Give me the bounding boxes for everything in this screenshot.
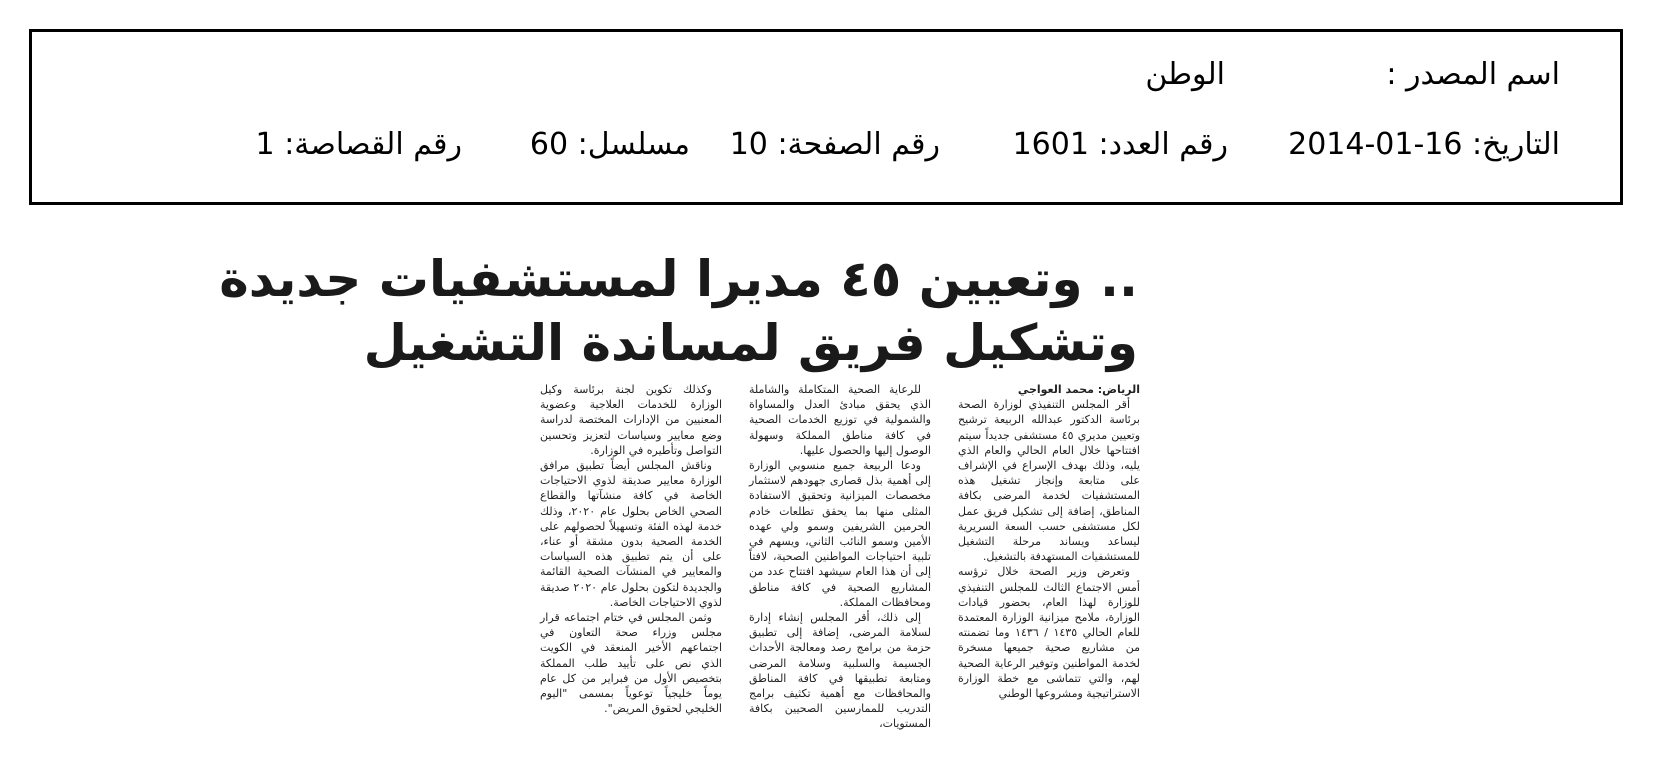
byline: الرياض: محمد العواجي [1017,383,1140,396]
headline-line-2: وتشكيل فريق لمساندة التشغيل [363,314,1138,372]
clip-number-field [255,127,462,162]
clipping-metadata-box [29,29,1623,205]
date-value: 2014-01-16 [1288,127,1463,162]
page-field [729,127,940,162]
issue-field [1012,127,1228,162]
paragraph: وناقش المجلس أيضاً تطبيق مرافق الوزارة معايير صديقة لذوي الاحتياجات الخاصة في كافة منشآتها والقطاع الصحي الخاص بحلول عام ٢٠٢٠، وذلك خدمة لهذه الفئة وتسهيلاً لحصولهم على الخدمة الصحية بدون مشقة أو عناء، على أن يتم تطبيق هذه السياسات والمعايير في المنشآت الصحية القائمة والجديدة لتكون بحلول عام ٢٠٢٠ صديقة لذوي الاحتياجات الخاصة. [540,459,722,609]
paragraph: إلى ذلك، أقر المجلس إنشاء إدارة لسلامة المرضى، إضافة إلى تطبيق حزمة من برامج رصد ومعالجة الأحداث الجسيمة والسلبية وسلامة المرضى ومتابعة تطبيقها في كافة المناطق والمحافظات مع أهمية تكثيف برامج التدريب للممارسين الصحيين بكافة المستويات، [749,611,931,731]
headline-line-1: .. وتعيين ٤٥ مديرا لمستشفيات جديدة [219,250,1138,308]
serial-field [529,127,690,162]
paragraph: أقر المجلس التنفيذي لوزارة الصحة برئاسة الدكتور عبدالله الربيعة ترشيح وتعيين مديري ٤٥ مستشفى جديداً سيتم افتتاحها خلال العام الحالي والعام الذي يليه، وذلك بهدف الإسراع في الإشراف على متابعة وإنجاز تشغيل هذه المستشفيات لخدمة المرضى بكافة المناطق، إضافة إلى تشكيل فريق عمل لكل مستشفى حسب السعة السريرية ليساعد ويساند مرحلة التشغيل للمستشفيات المستهدفة بالتشغيل. [958,398,1141,564]
clip-label: رقم القصاصة: [284,127,462,162]
source-label: اسم المصدر : [1386,57,1560,92]
article-column-1 [958,382,1140,752]
paragraph: وثمن المجلس في ختام اجتماعه قرار مجلس وزراء صحة التعاون في اجتماعهم الأخير المنعقد في الكويت الذي نص على تأييد طلب المملكة بتخصيص الأول من فبراير من كل عام يوماً خليجياً توعوياً بمسمى "اليوم الخليجي لحقوق المريض". [540,611,722,716]
article-column-3 [540,382,722,752]
page-value: 10 [729,127,768,162]
paragraph: ودعا الربيعة جميع منسوبي الوزارة إلى أهمية بذل قصارى جهودهم لاستثمار مخصصات الميزانية وتحقيق الاستفادة المثلى منها بما يحقق تطلعات خادم الحرمين الشريفين وسمو ولي عهده الأمين وسمو النائب الثاني، ويسهم في تلبية احتياجات المواطنين الصحية، لافتاً إلى أن هذا العام سيشهد افتتاح عدد من المشاريع الصحية في كافة مناطق ومحافظات المملكة. [749,459,931,609]
paragraph: وكذلك تكوين لجنة برئاسة وكيل الوزارة للخدمات العلاجية وعضوية المعنيين من الإدارات المختصة لدراسة وضع معايير وسياسات لتعزيز وتحسين التواصل وتأطيره في الوزارة. [540,383,722,457]
newspaper-clipping [219,232,1141,752]
paragraph: للرعاية الصحية المتكاملة والشاملة الذي يحقق مبادئ العدل والمساواة والشمولية في توزيع الخدمات الصحية في كافة مناطق المملكة وسهولة الوصول إليها والحصول عليها. [749,383,931,457]
serial-value: 60 [529,127,569,162]
article-columns [528,382,1140,754]
paragraph: وتعرض وزير الصحة خلال ترؤسه أمس الاجتماع الثالث للمجلس التنفيذي للوزارة لهذا العام، بحضور قيادات الوزارة، ملامح ميزانية الوزارة المعتمدة للعام الحالي ١٤٣٥ / ١٤٣٦ وما تضمنته من مشاريع صحية جميعها مسخرة لخدمة المواطنين وتوفير الرعاية الصحية لهم، والتي تتماشى مع خطة الوزارة الاستراتيجية ومشروعها الوطني [958,565,1141,701]
serial-label: مسلسل: [577,127,690,162]
clip-value: 1 [255,127,275,162]
issue-value: 1601 [1012,127,1089,162]
date-label: التاريخ: [1472,127,1560,162]
date-field [1288,127,1560,162]
article-column-2 [749,382,931,752]
source-value: الوطن [1145,57,1225,92]
page-label: رقم الصفحة: [777,127,940,162]
issue-label: رقم العدد: [1098,127,1228,162]
